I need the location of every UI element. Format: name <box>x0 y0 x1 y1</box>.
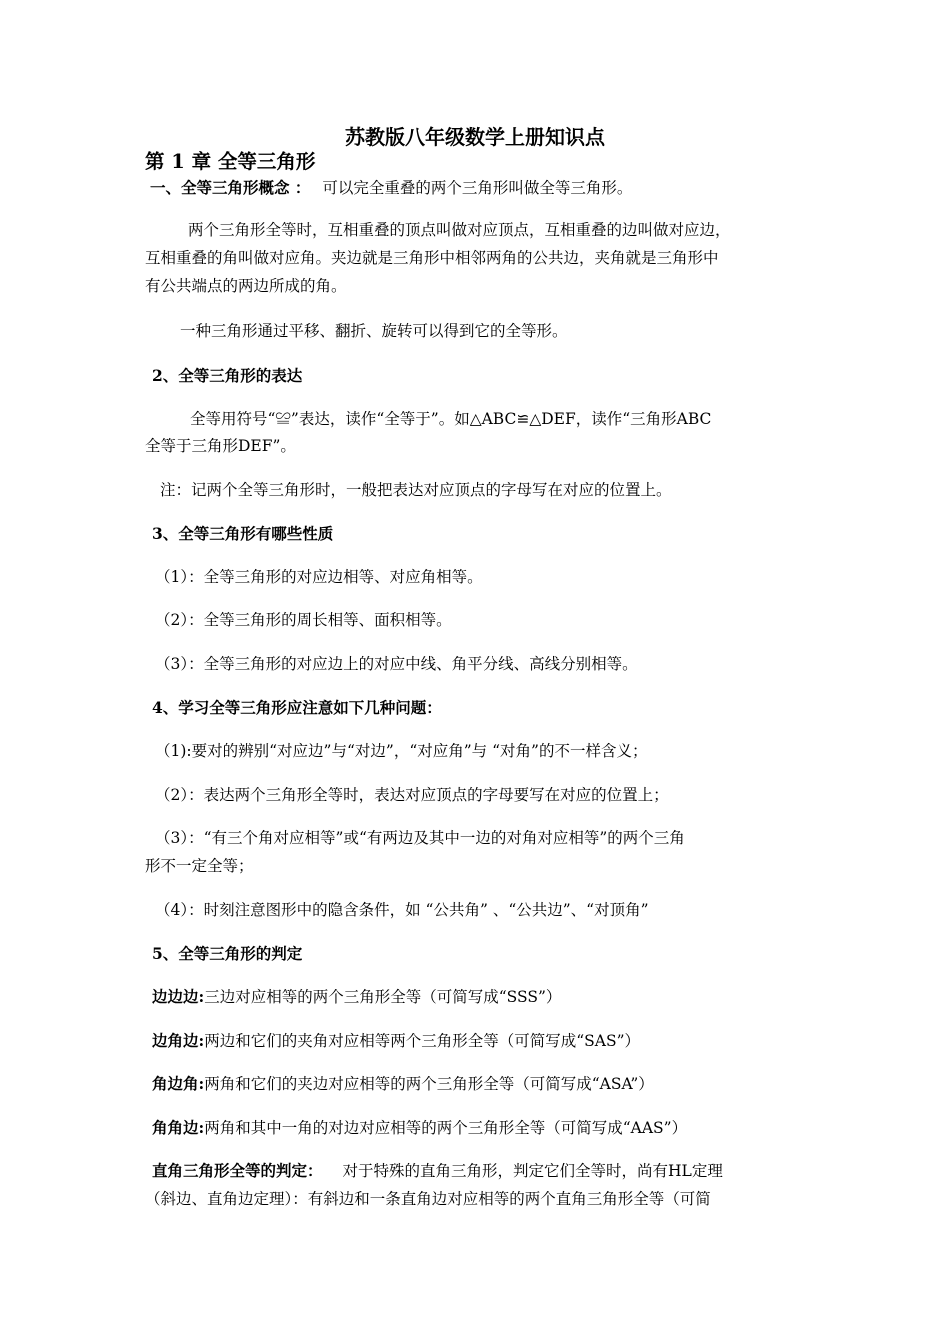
criterion-label: 边角边: <box>152 1031 205 1050</box>
paragraph-line: 互相重叠的角叫做对应角。夹边就是三角形中相邻两角的公共边，夹角就是三角形中 <box>145 249 719 267</box>
criterion-label: 边边边: <box>152 987 205 1006</box>
list-item: （3）：全等三角形的对应边上的对应中线、角平分线、高线分别相等。 <box>155 655 638 673</box>
list-item: （2）：表达两个三角形全等时，表达对应顶点的字母要写在对应的位置上； <box>155 786 669 804</box>
section-1-heading: 一、全等三角形概念 ： <box>150 178 311 197</box>
criterion-hl-continuation: （斜边、直角边定理）：有斜边和一条直角边对应相等的两个直角三角形全等（可简 <box>145 1190 711 1208</box>
criterion-text: 两角和它们的夹边对应相等的两个三角形全等（可简写成“ASA”） <box>204 1075 654 1093</box>
section-3-heading: 3、全等三角形有哪些性质 <box>152 524 334 543</box>
criterion-text: 两边和它们的夹角对应相等两个三角形全等（可简写成“SAS”） <box>204 1032 641 1050</box>
criterion-label: 直角三角形全等的判定： <box>152 1161 323 1180</box>
list-item: （1）：全等三角形的对应边相等、对应角相等。 <box>155 568 483 586</box>
chapter-heading: 第 1 章 全等三角形 <box>145 150 316 173</box>
criterion-sss <box>152 987 561 1007</box>
section-5-heading: 5、全等三角形的判定 <box>152 944 303 963</box>
criterion-aas <box>152 1118 687 1138</box>
list-item-continuation: 形不一定全等； <box>145 857 254 875</box>
paragraph-line: 全等用符号“≌”表达，读作“全等于”。如△ABC≌△DEF，读作“三角形ABC <box>190 410 712 428</box>
section-1-definition: 可以完全重叠的两个三角形叫做全等三角形。 <box>322 179 633 197</box>
paragraph-line: 有公共端点的两边所成的角。 <box>145 277 347 295</box>
paragraph-line: 两个三角形全等时，互相重叠的顶点叫做对应顶点，互相重叠的边叫做对应边， <box>188 221 731 239</box>
criterion-hl <box>152 1161 723 1181</box>
paragraph-line: 一种三角形通过平移、翻折、旋转可以得到它的全等形。 <box>180 322 568 340</box>
criterion-asa <box>152 1074 654 1094</box>
list-item: （4）：时刻注意图形中的隐含条件，如 “公共角” 、“公共边”、“对顶角” <box>155 901 649 919</box>
list-item: （1):要对的辨别“对应边”与“对边”，“对应角”与 “对角”的不一样含义； <box>155 742 648 760</box>
criterion-label: 角边角: <box>152 1074 205 1093</box>
list-item: （3）：“有三个角对应相等”或“有两边及其中一边的对角对应相等”的两个三角 <box>155 829 685 847</box>
criterion-text: 对于特殊的直角三角形，判定它们全等时，尚有HL定理 <box>342 1162 723 1180</box>
document-title: 苏教版八年级数学上册知识点 <box>345 125 605 149</box>
criterion-text: 三边对应相等的两个三角形全等（可简写成“SSS”） <box>204 988 562 1006</box>
section-2-heading: 2、全等三角形的表达 <box>152 366 303 385</box>
section-4-heading: 4、学习全等三角形应注意如下几种问题： <box>152 698 442 717</box>
note-line: 注：记两个全等三角形时，一般把表达对应顶点的字母写在对应的位置上。 <box>160 481 672 499</box>
paragraph-line: 全等于三角形DEF”。 <box>145 437 296 455</box>
criterion-sas <box>152 1031 640 1051</box>
list-item: （2）：全等三角形的周长相等、面积相等。 <box>155 611 452 629</box>
section-1-line <box>150 178 632 198</box>
criterion-label: 角角边: <box>152 1118 205 1137</box>
criterion-text: 两角和其中一角的对边对应相等的两个三角形全等（可简写成“AAS”） <box>204 1119 688 1137</box>
